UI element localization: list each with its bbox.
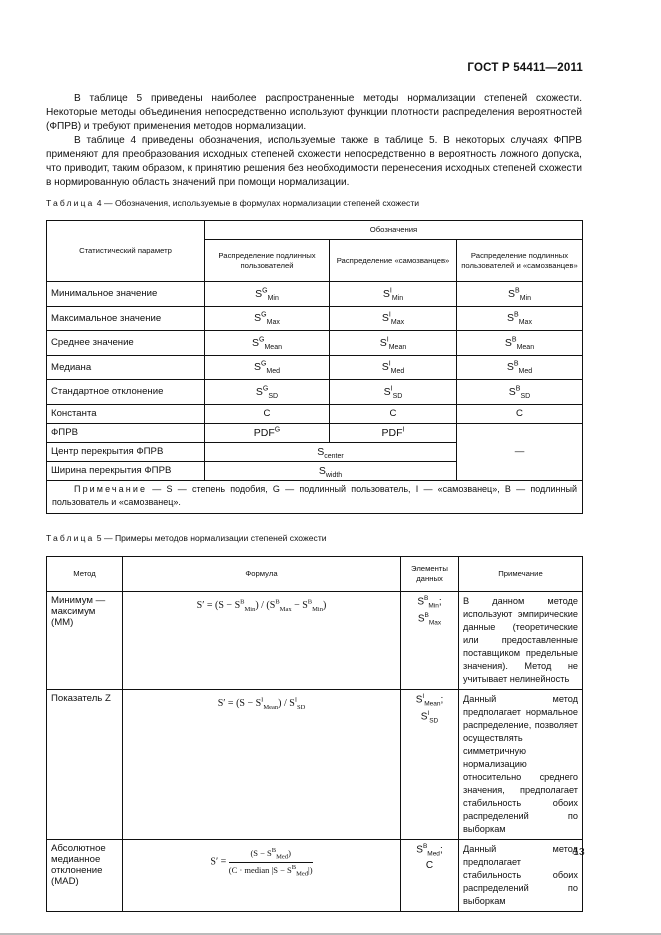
t4-cell-pdf-impostor: $PDF^I$: [330, 423, 457, 442]
t4-cell-center: $S_{center}$: [205, 442, 457, 461]
t4-cell-dash: —: [457, 423, 583, 480]
t4-row-label: Минимальное значение: [47, 282, 205, 307]
t4-cell-symbol: $S^B_{Min}$: [457, 282, 583, 307]
t5-elements: $S^I_{Mean}$; $S^I_{SD}$: [401, 690, 459, 840]
t5-header-formula: Формула: [123, 557, 401, 592]
t4-cell-symbol: $S^I_{Mean}$: [330, 331, 457, 356]
t4-cell: C: [330, 404, 457, 423]
body-text: [46, 92, 582, 190]
t4-row: [47, 306, 583, 331]
t5-formula-mad: S′ = $\frac{(S - S^B_{Med})}{(C \cdot median |S - S^B_{Med}|)}$: [123, 840, 401, 912]
t4-cell-symbol: $S^I_{Max}$: [330, 306, 457, 331]
t4-note: Примечание — S — степень подобия, G — подлинный пользователь, I — «самозванец», B — подлинный пользователь и «самозванец».: [47, 480, 583, 513]
paragraph: В таблице 4 приведены обозначения, используемые также в таблице 5. В некоторых случаях ФПРВ применяют для преобразования исходных степеней схожести непосредственно в вероятность ложного допуска, что приводит, таким образом, к принятию решения без необходимости перенесения исходных степеней схожести в нормированную область значений при помощи нормализации.: [46, 135, 582, 188]
t5-note: Данный метод предполагает нормальное распределение, позволяет осуществлять симметричную нормализацию относительно среднего значения, предполагает стабильность обоих распределений по выборкам: [459, 690, 583, 840]
t4-row: [47, 380, 583, 405]
t4-cell-symbol: $S^G_{Med}$: [205, 355, 330, 380]
t4-row: [47, 282, 583, 307]
t4-cell-symbol: $S^G_{Max}$: [205, 306, 330, 331]
t5-elements: $S^B_{Min}$; $S^B_{Max}$: [401, 592, 459, 690]
t4-row-label: ФПРВ: [47, 423, 205, 442]
t4-row-label: Максимальное значение: [47, 306, 205, 331]
t4-cell: C: [457, 404, 583, 423]
t4-header-col1: Распределение подлинных пользователей: [205, 240, 330, 282]
t4-row: [47, 331, 583, 356]
t5-note: Данный метод предполагает стабильность обоих распределений по выборкам: [459, 840, 583, 912]
t5-elements: $S^B_{Med}$; C: [401, 840, 459, 912]
t4-cell-symbol: $S^I_{SD}$: [330, 380, 457, 405]
t5-note: В данном методе используют эмпирические данные (теоретические или предоставленные поставщиком предельные значения). Метод не учитывает нелинейность: [459, 592, 583, 690]
document-header: ГОСТ Р 54411—2011: [467, 62, 583, 74]
t4-cell-symbol: $S^B_{Med}$: [457, 355, 583, 380]
table5: [46, 556, 583, 912]
t4-row-label: Константа: [47, 404, 205, 423]
t4-row-label: Ширина перекрытия ФПРВ: [47, 461, 205, 480]
t4-cell-symbol: $S^B_{Mean}$: [457, 331, 583, 356]
t5-method: Минимум — максимум (ММ): [47, 592, 123, 690]
t5-formula-zscore: $S' = (S - S^I_{Mean}) / S^I_{SD}$: [123, 690, 401, 840]
t5-method: Показатель Z: [47, 690, 123, 840]
t5-formula-minmax: $S' = (S - S^B_{Min}) / (S^B_{Max} - S^B_{Min})$: [123, 592, 401, 690]
t4-cell: C: [205, 404, 330, 423]
t4-cell-pdf-genuine: $PDF^G$: [205, 423, 330, 442]
t4-cell-symbol: $S^G_{SD}$: [205, 380, 330, 405]
t5-header-elements: Элементы данных: [401, 557, 459, 592]
t4-cell-symbol: $S^B_{SD}$: [457, 380, 583, 405]
paragraph: В таблице 5 приведены наиболее распространенные методы нормализации степеней схожести. Некоторые методы объединения непосредственно используют функции плотности распределения вероятностей (ФПРВ) и требуют применения методов нормализации.: [46, 93, 582, 132]
t4-cell-symbol: $S^G_{Mean}$: [205, 331, 330, 356]
t4-cell-symbol: $S^B_{Max}$: [457, 306, 583, 331]
t4-header-col2: Распределение «самозванцев»: [330, 240, 457, 282]
page-number: 13: [573, 846, 585, 858]
t4-header-param: Статистический параметр: [47, 221, 205, 282]
t4-row-label: Медиана: [47, 355, 205, 380]
t5-method: Абсолютное медианное отклонение (MAD): [47, 840, 123, 912]
t4-header-col3: Распределение подлинных пользователей и «самозванцев»: [457, 240, 583, 282]
t4-cell-width: $S_{width}$: [205, 461, 457, 480]
t4-row: [47, 355, 583, 380]
t4-row-label: Среднее значение: [47, 331, 205, 356]
t4-cell-symbol: $S^G_{Min}$: [205, 282, 330, 307]
t4-cell-symbol: $S^I_{Med}$: [330, 355, 457, 380]
table5-caption: Таблица 5 — Примеры методов нормализации степеней схожести: [46, 533, 327, 543]
t4-cell-symbol: $S^I_{Min}$: [330, 282, 457, 307]
table4: [46, 220, 583, 514]
t4-row-label: Стандартное отклонение: [47, 380, 205, 405]
t5-header-method: Метод: [47, 557, 123, 592]
t5-header-note: Примечание: [459, 557, 583, 592]
t4-row-label: Центр перекрытия ФПРВ: [47, 442, 205, 461]
table4-caption: Таблица 4 — Обозначения, используемые в формулах нормализации степеней схожести: [46, 198, 420, 208]
t4-header-group: Обозначения: [205, 221, 583, 240]
